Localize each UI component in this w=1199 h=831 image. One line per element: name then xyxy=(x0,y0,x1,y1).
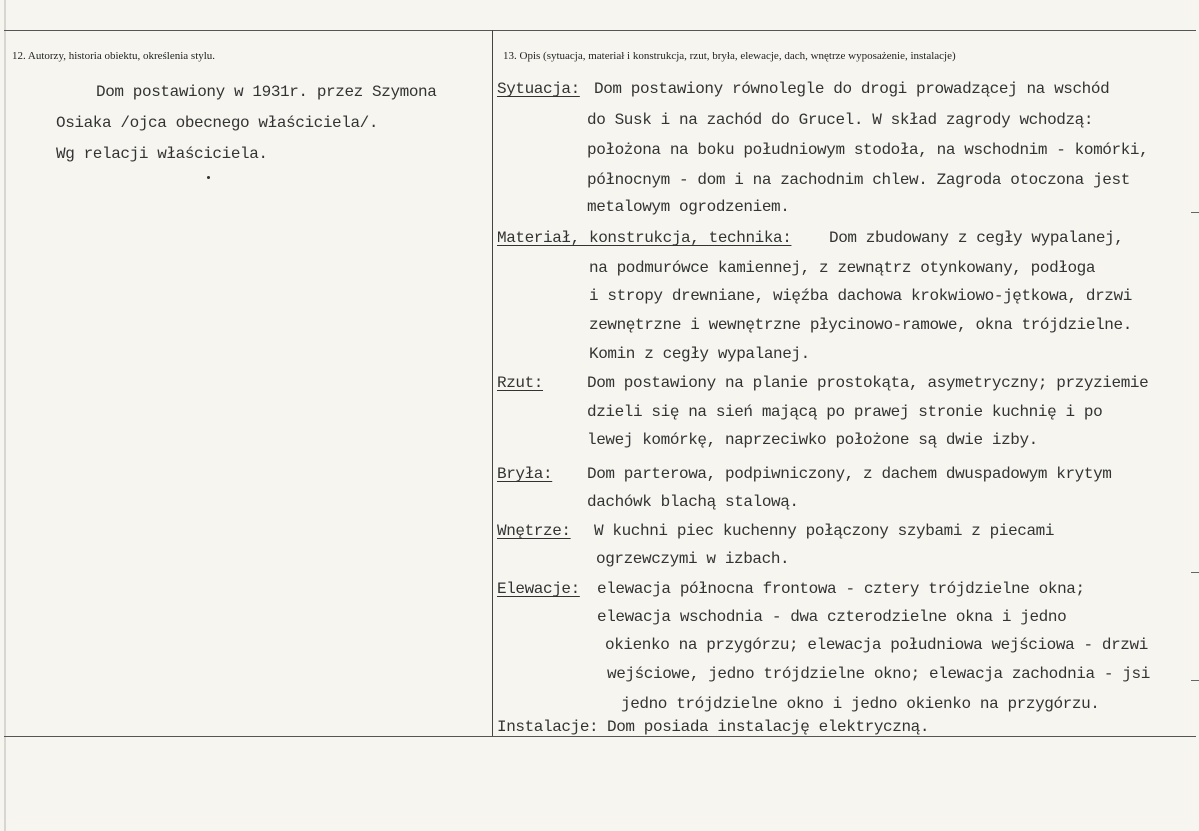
ink-dot xyxy=(207,176,210,179)
section-line: W kuchni piec kuchenny połączony szybami z piecami xyxy=(594,522,1055,540)
section-label-wnetrze: Wnętrze: xyxy=(497,522,571,540)
margin-tick xyxy=(1191,572,1199,573)
section-line: dzieli się na sień mającą po prawej stronie kuchnię i po xyxy=(587,403,1103,421)
left-field-header: 12. Autorzy, historia obiektu, określenia stylu. xyxy=(12,50,216,62)
section-label-rzut: Rzut: xyxy=(497,374,544,392)
margin-tick xyxy=(1191,212,1199,213)
section-line: metalowym ogrodzeniem. xyxy=(587,198,790,216)
card-edge xyxy=(4,0,6,831)
section-line: północnym - dom i na zachodnim chlew. Zagroda otoczona jest xyxy=(587,171,1130,189)
section-label-material: Materiał, konstrukcja, technika: xyxy=(497,229,792,247)
section-line: Dom postawiony równolegle do drogi prowadzącej na wschód xyxy=(594,80,1110,98)
section-line: do Susk i na zachód do Grucel. W skład zagrody wchodzą: xyxy=(587,111,1094,129)
section-line: lewej komórkę, naprzeciwko położone są dwie izby. xyxy=(587,431,1038,449)
right-field-header: 13. Opis (sytuacja, materiał i konstrukcja, rzut, bryła, elewacje, dach, wnętrze wyposażenie, instalacje) xyxy=(503,50,956,62)
section-line: Dom parterowa, podpiwniczony, z dachem dwuspadowym krytym xyxy=(587,465,1112,483)
section-line: i stropy drewniane, więźba dachowa krokwiowo-jętkowa, drzwi xyxy=(589,287,1132,305)
section-label-instalacje: Instalacje: xyxy=(497,718,599,736)
section-line: dachówk blachą stalową. xyxy=(587,493,799,511)
section-line: Dom posiada instalację elektryczną. xyxy=(607,718,930,736)
section-line: Komin z cegły wypalanej. xyxy=(589,345,810,363)
section-line: elewacja wschodnia - dwa czterodzielne okna i jedno xyxy=(597,608,1067,626)
section-label-elewacje: Elewacje: xyxy=(497,580,580,598)
section-line: okienko na przygórzu; elewacja południowa wejściowa - drzwi xyxy=(605,636,1148,654)
section-line: Dom zbudowany z cegły wypalanej, xyxy=(829,229,1124,247)
section-label-bryla: Bryła: xyxy=(497,465,553,483)
section-line: ogrzewczymi w izbach. xyxy=(596,550,790,568)
section-line: wejściowe, jedno trójdzielne okno; elewacja zachodnia - jsi xyxy=(607,665,1150,683)
section-line: na podmurówce kamiennej, z zewnątrz otynkowany, podłoga xyxy=(589,259,1096,277)
section-line: położona na boku południowym stodoła, na wschodnim - komórki, xyxy=(587,141,1149,159)
section-line: elewacja północna frontowa - cztery trójdzielne okna; xyxy=(597,580,1085,598)
section-line: jedno trójdzielne okno i jedno okienko na przygórzu. xyxy=(621,695,1100,713)
section-label-sytuacja: Sytuacja: xyxy=(497,80,580,98)
bottom-rule xyxy=(4,736,1196,737)
column-divider xyxy=(492,30,493,736)
left-text-line: Dom postawiony w 1931r. przez Szymona xyxy=(96,83,437,101)
left-text-line: Osiaka /ojca obecnego właściciela/. xyxy=(56,114,379,132)
left-text-line: Wg relacji właściciela. xyxy=(56,145,268,163)
header-top-rule xyxy=(4,30,1196,31)
section-line: zewnętrzne i wewnętrzne płycinowo-ramowe, okna trójdzielne. xyxy=(589,316,1132,334)
margin-tick xyxy=(1191,680,1199,681)
section-line: Dom postawiony na planie prostokąta, asymetryczny; przyziemie xyxy=(587,374,1149,392)
